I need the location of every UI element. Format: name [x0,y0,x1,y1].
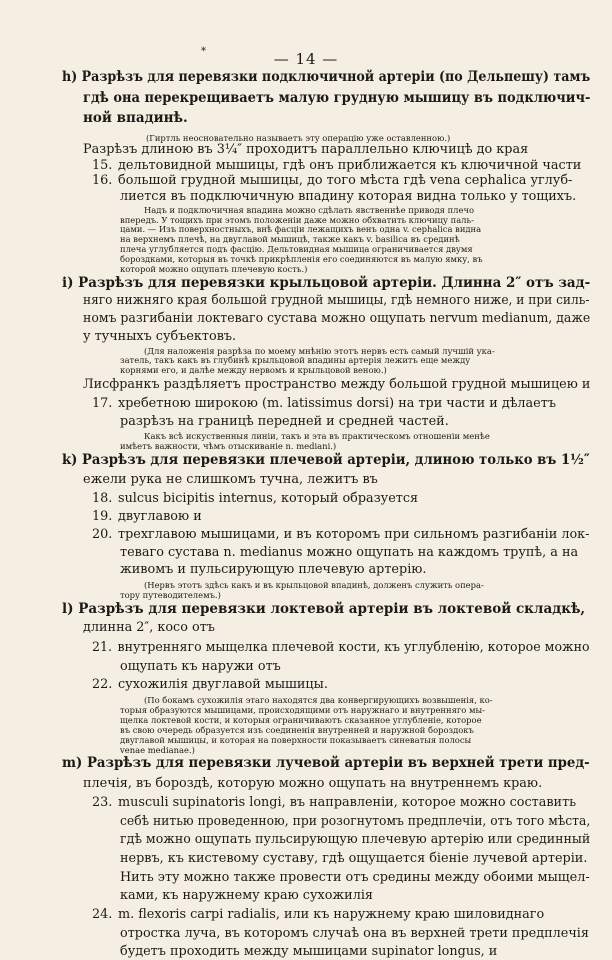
note-line [120,355,470,365]
note-line [120,244,473,254]
line-text: m) Разрѣзъ для перевязки лучевой артеріи въ верхней трети пред- [62,755,590,771]
line-text: (Для наложенія разрѣза по моему мнѣнію этотъ нервъ есть самый лучшій ука- [144,346,495,356]
line-text: гдѣ можно ощупать пульсирующую плечевую артерію или срединный [120,832,591,847]
line-text: впередъ. У тощихъ при этомъ положеніи даже можно обхватить ключицу паль- [120,215,474,225]
note-line [120,224,481,234]
section-heading-line [62,69,590,85]
text-line [92,640,590,655]
text-line [92,527,590,542]
note-line [144,431,490,441]
section-heading-line [62,275,590,291]
item-number: 15. [92,158,113,173]
text-line [120,870,590,885]
line-text: длинна 2″, косо отъ [83,620,215,635]
item-number: 21. [92,640,112,655]
item-number: 20. [92,527,113,542]
line-text: Надъ и подключичная впадина можно сдѣлать явственнѣе приводя плечо [144,205,475,215]
item-number: 23. [92,795,113,810]
item-number: 17. [92,396,113,411]
text-line [83,311,590,326]
line-text: на верхнемъ плечѣ, на двуглавой мышицѣ, также какъ v. basilica въ срединѣ [120,234,460,244]
line-text: корнями его, и далѣе между нервомъ и крыльцовой веною.) [120,365,387,375]
line-text: l) Разрѣзъ для перевязки локтевой артеріи въ локтевой складкѣ, [62,601,586,617]
section-heading-line [83,110,188,126]
text-line [120,851,587,866]
text-line [92,677,328,692]
text-line [120,414,449,429]
line-text: двуглавою и [118,509,202,524]
line-text: разрѣзъ на границѣ передней и средней частей. [120,414,449,429]
line-text: щелка локтевой кости, и которыя ограничиваютъ сказанное углубленіе, которое [120,715,482,725]
printer-mark: * [201,46,206,57]
line-text: i) Разрѣзъ для перевязки крыльцовой артеріи. Длинна 2″ отъ зад- [62,275,591,291]
line-text: Какъ всѣ искуственныя линіи, такъ и эта въ практическомъ отношеніи менѣе [144,431,490,441]
item-number: 24. [92,907,113,922]
line-text: тору путеводителемъ.) [120,590,221,600]
text-line [120,545,578,560]
line-text: внутренняго мыщелка плечевой кости, къ углубленію, которое можно [117,640,590,655]
text-line [92,396,556,411]
section-heading-line [83,90,590,106]
item-number: 22. [92,677,113,692]
note-line [120,590,221,600]
note-line [120,254,483,264]
note-line [120,441,336,451]
text-line [120,832,590,847]
line-text: сухожилія двуглавой мышицы. [118,677,328,692]
section-heading-line [62,601,585,617]
text-line [83,620,215,635]
line-text: m. flexoris carpi radialis, или къ наружнему краю шиловиднаго [118,907,545,922]
line-text: (По бокамъ сухожилія этаго находятся два конвергирующихъ возвышенія, ко- [144,695,493,705]
text-line [120,659,281,674]
line-text: въ свою очередь образуется изъ соединенія внутренней и наружной бороздокъ [120,725,474,735]
text-line [120,888,373,903]
text-line [83,472,378,487]
line-text: (Нервъ этотъ здѣсь какъ и въ крыльцовой впадинѣ, долженъ служить опера- [144,580,484,590]
line-text: venae medianae.) [120,745,195,755]
section-heading-line [62,755,590,771]
line-text: дельтовидной мышицы, гдѣ онъ приближается къ ключичной части [118,158,582,173]
line-text: k) Разрѣзъ для перевязки плечевой артеріи, длиною только въ 1½″ [62,452,590,468]
line-text: (Гиртль неосновательно называетъ эту операцію уже оставленною.) [146,133,451,143]
line-text: бороздками, которыя въ точкѣ прикрѣпленія его соединяются въ малую ямку, въ [120,254,483,264]
line-text: h) Разрѣзъ для перевязки подключичной артеріи (по Дельпешу) тамъ [62,69,591,85]
note-line [120,745,195,755]
section-heading-line [62,452,590,468]
line-text: двуглавой мышицы, и которая на поверхности показываетъ синеватыя полосы [120,735,472,745]
line-text: няго нижняго края большой грудной мышицы, гдѣ немного ниже, и при силь- [83,293,590,308]
page-number: — 14 — [273,50,339,68]
text-line [92,907,544,922]
line-text: хребетною широкою (m. latissimus dorsi) на три части и дѣлаетъ [118,396,556,411]
line-text: цами. — Изъ поверхностныхъ, внѣ фасціи лежащихъ венъ одна v. cephalica видна [120,224,482,234]
line-text: номъ разгибаніи локтеваго сустава можно ощупать nervum medianum, даже [83,311,591,326]
text-line [120,189,576,204]
text-line [92,173,572,188]
text-line [83,776,542,791]
line-text: имѣетъ важности, чѣмъ отыскиваніе n. mediani.) [120,441,337,451]
item-number: 16. [92,173,113,188]
line-text: ощупать къ наружи отъ [120,659,281,674]
line-text: торыя образуются мышицами, происходящими отъ наружнаго и внутренняго мы- [120,705,485,715]
line-text: плечія, въ бороздѣ, которую можно ощупать на внутреннемъ краю. [83,776,543,791]
line-text: затель, такъ какъ въ глубинѣ крыльцовой впадины артерія лежитъ еще между [120,355,471,365]
line-text: плеча углубляется подъ фасцію. Дельтовидная мышица ограничивается двумя [120,244,473,254]
note-line [120,715,482,725]
text-line [120,562,427,577]
note-line [120,234,460,244]
text-line [120,814,590,829]
text-line [92,158,581,173]
note-line [120,705,485,715]
item-number: 18. [92,491,113,506]
line-text: Лисфранкъ раздѣляетъ пространство между большой грудной мышицею и [83,377,591,392]
text-line [120,944,497,959]
text-line [83,293,590,308]
note-line [120,264,307,274]
text-line [92,509,202,524]
line-text: большой грудной мышицы, до того мѣста гдѣ vena cephalica углуб- [118,173,573,188]
text-line [83,329,236,344]
line-text: теваго сустава n. medianus можно ощупать на каждомъ трупѣ, а на [120,545,579,560]
note-line [120,365,387,375]
text-line [92,491,418,506]
line-text: лиется въ подключичную впадину которая видна только у тощихъ. [120,189,577,204]
line-text: нервъ, къ кистевому суставу, гдѣ ощущается біеніе лучевой артеріи. [120,851,588,866]
line-text: живомъ и пульсирующую плечевую артерію. [120,562,427,577]
line-text: Разрѣзъ длиною въ 3¼″ проходитъ параллельно ключицѣ до края [83,142,529,157]
note-line [120,725,474,735]
line-text: ной впадинѣ. [83,110,188,126]
line-text: которой можно ощупать плечевую кость.) [120,264,308,274]
note-line [120,735,471,745]
line-text: Нить эту можно также провести отъ средины между обоими мыщел- [120,870,590,885]
line-text: ками, къ наружнему краю сухожилія [120,888,374,903]
line-text: будетъ проходить между мышицами supinator longus, и [120,944,498,959]
note-line [144,205,474,215]
line-text: гдѣ она перекрещиваетъ малую грудную мышицу въ подключич- [83,90,591,106]
text-line [83,377,590,392]
text-line [92,795,576,810]
line-text: трехглавою мышицами, и въ которомъ при сильномъ разгибаніи лок- [118,527,590,542]
line-text: ежели рука не слишкомъ тучна, лежитъ въ [83,472,378,487]
line-text: у тучныхъ субъектовъ. [83,329,237,344]
text-line [120,926,589,941]
line-text: musculi supinatoris longi, въ направленіи, которое можно составить [118,795,577,810]
item-number: 19. [92,509,113,524]
line-text: sulcus bicipitis internus, который образуется [118,491,419,506]
line-text: отростка луча, въ которомъ случаѣ она въ верхней трети предплечія [120,926,589,941]
line-text: себѣ нитью проведенною, при розогнутомъ предплечіи, отъ того мѣста, [120,814,591,829]
text-line [83,142,528,157]
note-line [144,695,493,705]
note-line [144,580,484,590]
